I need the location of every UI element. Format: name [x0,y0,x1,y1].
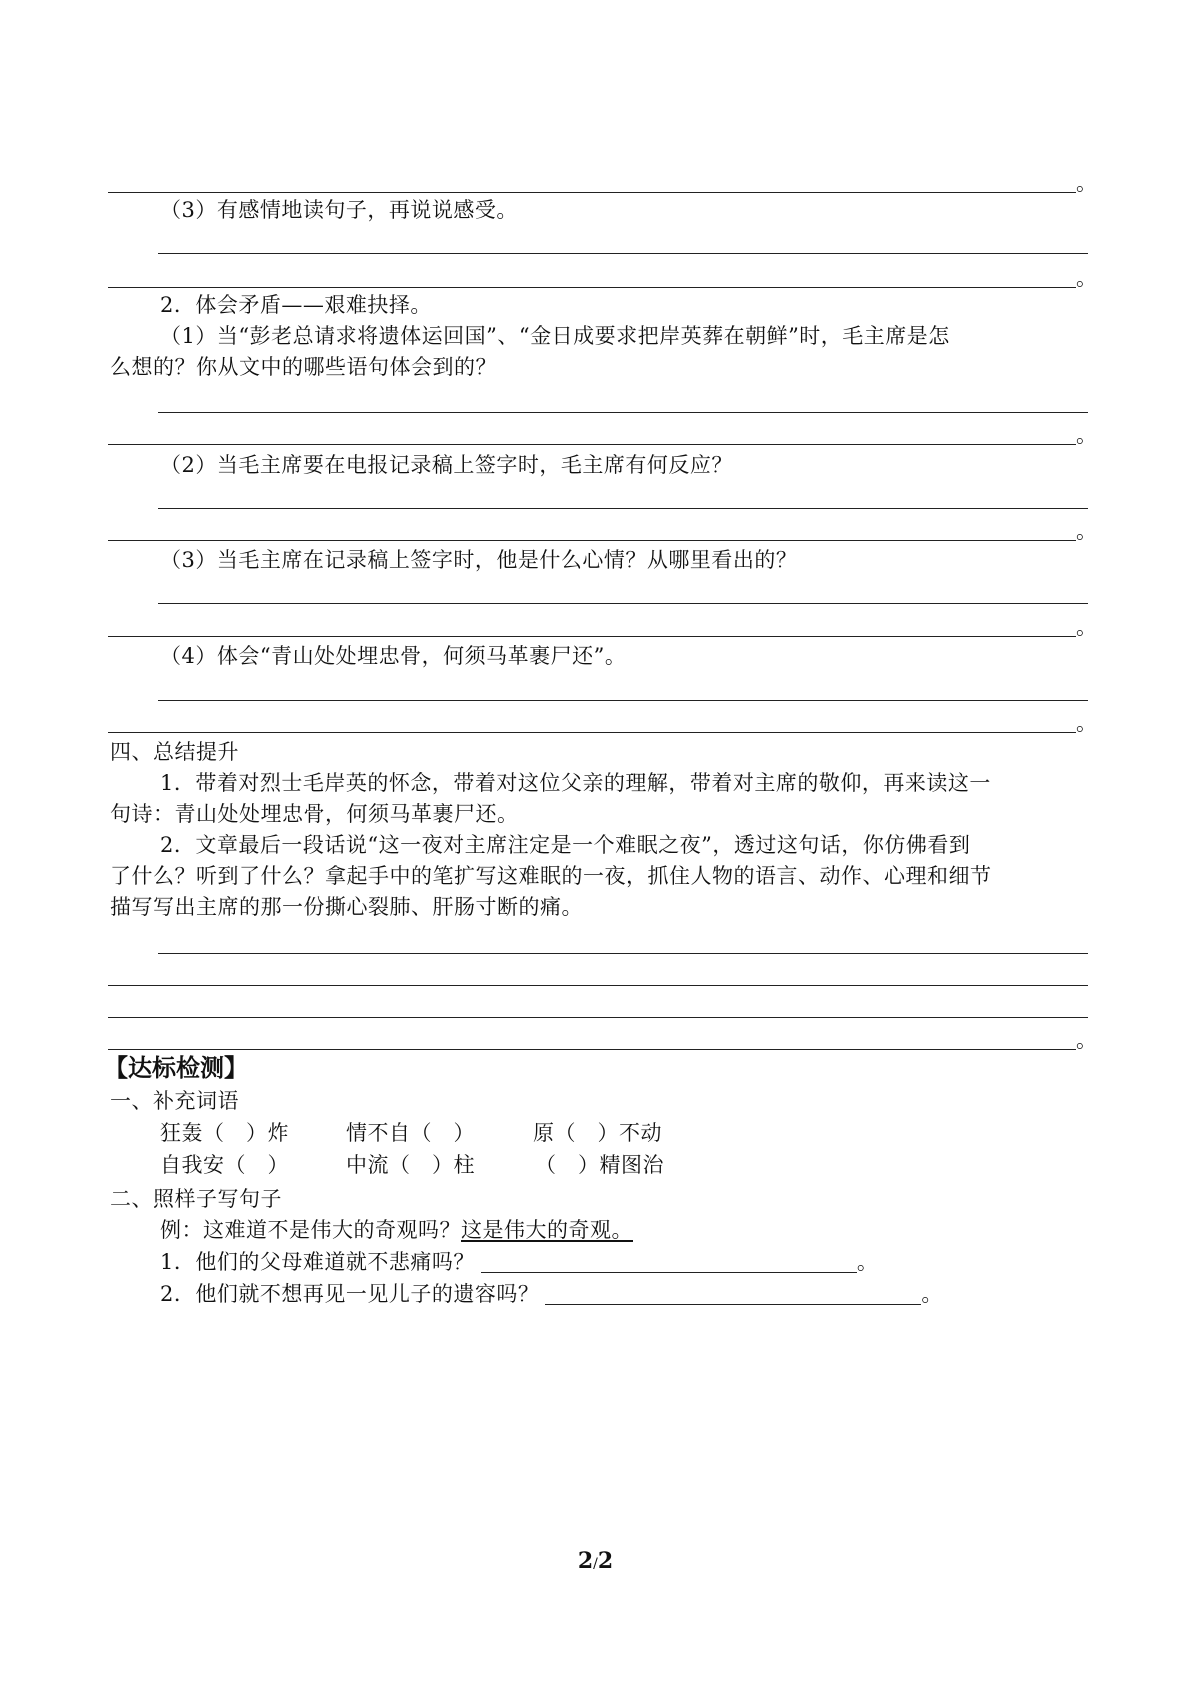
answer-line [108,444,1076,445]
period: 。 [1076,423,1097,447]
section-2-q4: （4）体会“青山处处埋忠骨，何须马革裹尸还”。 [160,644,627,668]
rewrite-sentence-1 [160,1247,878,1277]
answer-line [158,603,1088,604]
summary-title: 四、总结提升 [110,740,239,764]
word-item: 中流（ ）柱 [346,1153,475,1177]
period: 。 [1076,711,1097,735]
section-2-q1-line1: （1）当“彭老总请求将遗体运回国”、“金日成要求把岸英葬在朝鲜”时，毛主席是怎 [160,324,950,348]
period: 。 [1076,519,1097,543]
word-item: 狂轰（ ）炸 [160,1121,289,1145]
part1-title: 一、补充词语 [110,1089,239,1113]
answer-line [158,700,1088,701]
period: 。 [921,1282,943,1306]
period: 。 [1076,266,1097,290]
page-separator: / [593,1556,598,1572]
example-prefix: 例：这难道不是伟大的奇观吗？ [160,1218,461,1242]
answer-line [158,412,1088,413]
summary-p2-line3: 描写写出主席的那一份撕心裂肺、肝肠寸断的痛。 [110,895,583,919]
answer-line [108,985,1088,986]
answer-line [158,508,1088,509]
period: 。 [1076,171,1097,195]
summary-p1-line1: 1．带着对烈士毛岸英的怀念，带着对这位父亲的理解，带着对主席的敬仰，再来读这一 [160,771,991,795]
part2-title: 二、照样子写句子 [110,1187,282,1211]
answer-line [108,192,1076,193]
answer-line [108,1049,1076,1050]
answer-blank[interactable] [481,1252,857,1273]
section-2-q1-line2: 么想的？你从文中的哪些语句体会到的？ [110,355,497,379]
answer-line [108,287,1076,288]
answer-line [108,1017,1088,1018]
summary-p1-line2: 句诗：青山处处埋忠骨，何须马革裹尸还。 [110,802,519,826]
page-number [0,1548,1191,1574]
answer-line [158,953,1088,954]
section-2-q3: （3）当毛主席在记录稿上签字时，他是什么心情？从哪里看出的？ [160,548,798,572]
current-page: 2 [577,1548,594,1574]
total-pages: 2 [597,1548,614,1574]
answer-line [108,636,1076,637]
period: 。 [1076,1028,1097,1052]
question-3-feelings: （3）有感情地读句子，再说说感受。 [160,198,518,222]
section-2-q2: （2）当毛主席要在电报记录稿上签字时，毛主席有何反应？ [160,453,733,477]
rewrite-sentence-2 [160,1279,943,1309]
period: 。 [1076,615,1097,639]
example-answer: 这是伟大的奇观。 [461,1218,633,1242]
answer-line [108,540,1076,541]
word-item: （ ）精图治 [535,1153,664,1177]
answer-line [108,732,1076,733]
summary-p2-line1: 2．文章最后一段话说“这一夜对主席注定是一个难眠之夜”，透过这句话，你仿佛看到 [160,833,971,857]
period: 。 [856,1250,879,1274]
example-sentence [160,1215,633,1245]
sentence-text: 2．他们就不想再见一见儿子的遗容吗？ [160,1282,540,1306]
word-item: 情不自（ ） [346,1121,475,1145]
check-heading: 【达标检测】 [104,1054,248,1082]
word-item: 自我安（ ） [160,1153,289,1177]
summary-p2-line2: 了什么？听到了什么？拿起手中的笔扩写这难眠的一夜，抓住人物的语言、动作、心理和细节 [110,864,992,888]
sentence-text: 1．他们的父母难道就不悲痛吗？ [160,1250,475,1274]
word-item: 原（ ）不动 [533,1121,662,1145]
section-2-title: 2．体会矛盾——艰难抉择。 [160,293,432,317]
answer-blank[interactable] [545,1284,921,1305]
answer-line [158,253,1088,254]
